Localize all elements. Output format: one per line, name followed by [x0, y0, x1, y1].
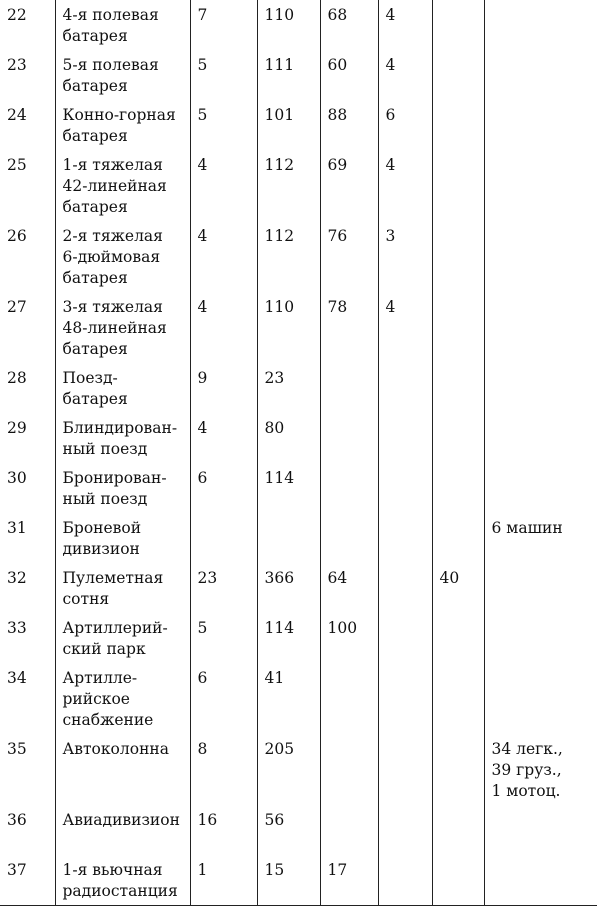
col-4-value: [378, 613, 432, 663]
col-5-value: [432, 613, 484, 663]
col-2-value: [257, 513, 320, 563]
note-cell: [484, 513, 597, 563]
unit-name-line: Поезд-: [63, 368, 190, 389]
col-1-value: 6: [190, 463, 257, 513]
col-2-value: 110: [257, 292, 320, 363]
col-1-value: 4: [190, 292, 257, 363]
col-5-value: [432, 805, 484, 855]
col-1-value: 4: [190, 221, 257, 292]
row-number: 36: [0, 805, 55, 855]
unit-name: [55, 613, 190, 663]
unit-name-line: 5-я полевая: [63, 55, 190, 76]
row-number: 35: [0, 734, 55, 805]
unit-name: [55, 805, 190, 855]
table-row: [0, 613, 597, 663]
col-1-value: 5: [190, 613, 257, 663]
unit-name-line: Конно-горная: [63, 105, 190, 126]
row-number: 30: [0, 463, 55, 513]
table-row: [0, 463, 597, 513]
col-3-value: 68: [320, 0, 378, 50]
col-4-value: 4: [378, 50, 432, 100]
unit-name-line: батарея: [63, 26, 190, 47]
row-number: 25: [0, 150, 55, 221]
col-2-value: 114: [257, 613, 320, 663]
col-2-value: 366: [257, 563, 320, 613]
col-4-value: [378, 363, 432, 413]
table-row: [0, 50, 597, 100]
col-1-value: 9: [190, 363, 257, 413]
row-number: 26: [0, 221, 55, 292]
table-row: [0, 663, 597, 734]
row-number: 28: [0, 363, 55, 413]
col-2-value: 110: [257, 0, 320, 50]
col-5-value: [432, 363, 484, 413]
col-5-value: [432, 100, 484, 150]
table-row: [0, 0, 597, 50]
unit-name-line: батарея: [63, 197, 190, 218]
unit-name: [55, 292, 190, 363]
col-5-value: [432, 663, 484, 734]
unit-name-line: батарея: [63, 76, 190, 97]
note-line: 34 легк.,: [492, 739, 597, 760]
note-cell: [484, 805, 597, 855]
table-row: [0, 513, 597, 563]
col-4-value: 4: [378, 292, 432, 363]
unit-name-line: Артиллерий-: [63, 618, 190, 639]
unit-name-line: сотня: [63, 589, 190, 610]
col-5-value: [432, 463, 484, 513]
unit-name-line: Авиадивизион: [63, 810, 190, 831]
note-cell: [484, 0, 597, 50]
col-5-value: [432, 150, 484, 221]
row-number: 24: [0, 100, 55, 150]
unit-name: [55, 734, 190, 805]
unit-name-line: 2-я тяжелая: [63, 226, 190, 247]
unit-name-line: 48-линейная: [63, 318, 190, 339]
unit-name-line: 6-дюймовая: [63, 247, 190, 268]
note-cell: [484, 563, 597, 613]
col-4-value: 4: [378, 150, 432, 221]
col-3-value: [320, 513, 378, 563]
table-row: [0, 150, 597, 221]
col-1-value: 6: [190, 663, 257, 734]
unit-name-line: батарея: [63, 389, 190, 410]
col-3-value: 88: [320, 100, 378, 150]
col-2-value: 41: [257, 663, 320, 734]
unit-name: [55, 363, 190, 413]
col-1-value: 16: [190, 805, 257, 855]
note-cell: [484, 413, 597, 463]
note-cell: [484, 663, 597, 734]
unit-name: [55, 150, 190, 221]
unit-name-line: батарея: [63, 268, 190, 289]
table-row: [0, 805, 597, 855]
col-2-value: 114: [257, 463, 320, 513]
col-1-value: 5: [190, 50, 257, 100]
table-row: [0, 413, 597, 463]
note-cell: [484, 100, 597, 150]
col-1-value: 4: [190, 413, 257, 463]
col-4-value: [378, 463, 432, 513]
unit-name-line: дивизион: [63, 539, 190, 560]
note-line: 1 мотоц.: [492, 781, 597, 802]
col-3-value: 76: [320, 221, 378, 292]
row-number: 22: [0, 0, 55, 50]
unit-name: [55, 855, 190, 905]
col-4-value: [378, 805, 432, 855]
col-4-value: [378, 663, 432, 734]
table-row: [0, 292, 597, 363]
col-4-value: [378, 513, 432, 563]
col-1-value: 5: [190, 100, 257, 150]
note-cell: [484, 221, 597, 292]
col-4-value: 6: [378, 100, 432, 150]
unit-name-line: ный поезд: [63, 489, 190, 510]
col-3-value: [320, 663, 378, 734]
col-1-value: 8: [190, 734, 257, 805]
col-2-value: 112: [257, 150, 320, 221]
unit-name-line: Бронирован-: [63, 468, 190, 489]
unit-name: [55, 221, 190, 292]
col-1-value: 7: [190, 0, 257, 50]
unit-name-line: батарея: [63, 339, 190, 360]
unit-name: [55, 513, 190, 563]
note-cell: [484, 613, 597, 663]
col-2-value: 56: [257, 805, 320, 855]
col-5-value: 40: [432, 563, 484, 613]
unit-name-line: 1-я вьючная: [63, 860, 190, 881]
table-row: [0, 734, 597, 805]
note-cell: [484, 734, 597, 805]
col-2-value: 205: [257, 734, 320, 805]
row-number: 23: [0, 50, 55, 100]
row-number: 37: [0, 855, 55, 905]
col-4-value: [378, 734, 432, 805]
row-number: 27: [0, 292, 55, 363]
col-1-value: [190, 513, 257, 563]
table-row: [0, 221, 597, 292]
col-5-value: [432, 292, 484, 363]
unit-name-line: Артилле-: [63, 668, 190, 689]
note-cell: [484, 363, 597, 413]
unit-name-line: батарея: [63, 126, 190, 147]
col-3-value: [320, 413, 378, 463]
unit-name: [55, 0, 190, 50]
table-row: [0, 100, 597, 150]
unit-name: [55, 663, 190, 734]
col-3-value: [320, 463, 378, 513]
unit-name-line: Автоколонна: [63, 739, 190, 760]
col-3-value: [320, 363, 378, 413]
unit-name: [55, 563, 190, 613]
col-3-value: 78: [320, 292, 378, 363]
col-4-value: 3: [378, 221, 432, 292]
unit-name: [55, 463, 190, 513]
note-line: 6 машин: [492, 518, 597, 539]
col-3-value: [320, 734, 378, 805]
col-2-value: 23: [257, 363, 320, 413]
unit-name-line: радиостанция: [63, 881, 190, 902]
col-1-value: 23: [190, 563, 257, 613]
unit-name-line: Блиндирован-: [63, 418, 190, 439]
unit-name-line: снабжение: [63, 710, 190, 731]
col-3-value: 69: [320, 150, 378, 221]
col-5-value: [432, 513, 484, 563]
row-number: 32: [0, 563, 55, 613]
row-number: 31: [0, 513, 55, 563]
table-row: [0, 363, 597, 413]
col-4-value: [378, 413, 432, 463]
note-line: 39 груз.,: [492, 760, 597, 781]
note-cell: [484, 50, 597, 100]
unit-name-line: 42-линейная: [63, 176, 190, 197]
row-number: 33: [0, 613, 55, 663]
col-4-value: [378, 855, 432, 905]
col-5-value: [432, 734, 484, 805]
col-3-value: 60: [320, 50, 378, 100]
col-3-value: 100: [320, 613, 378, 663]
table-row: [0, 563, 597, 613]
col-2-value: 15: [257, 855, 320, 905]
note-cell: [484, 292, 597, 363]
col-3-value: 64: [320, 563, 378, 613]
row-number: 29: [0, 413, 55, 463]
col-5-value: [432, 0, 484, 50]
col-5-value: [432, 413, 484, 463]
col-5-value: [432, 50, 484, 100]
col-5-value: [432, 855, 484, 905]
unit-name-line: 3-я тяжелая: [63, 297, 190, 318]
note-cell: [484, 463, 597, 513]
note-cell: [484, 150, 597, 221]
col-3-value: 17: [320, 855, 378, 905]
col-1-value: 4: [190, 150, 257, 221]
unit-name-line: рийское: [63, 689, 190, 710]
col-2-value: 101: [257, 100, 320, 150]
col-1-value: 1: [190, 855, 257, 905]
unit-name-line: ный поезд: [63, 439, 190, 460]
unit-name: [55, 413, 190, 463]
unit-name: [55, 100, 190, 150]
col-4-value: [378, 563, 432, 613]
col-2-value: 112: [257, 221, 320, 292]
unit-name-line: ский парк: [63, 639, 190, 660]
unit-name: [55, 50, 190, 100]
unit-name-line: Броневой: [63, 518, 190, 539]
table-row: [0, 855, 597, 905]
col-5-value: [432, 221, 484, 292]
col-2-value: 80: [257, 413, 320, 463]
unit-name-line: Пулеметная: [63, 568, 190, 589]
unit-name-line: 4-я полевая: [63, 5, 190, 26]
col-3-value: [320, 805, 378, 855]
col-4-value: 4: [378, 0, 432, 50]
note-cell: [484, 855, 597, 905]
col-2-value: 111: [257, 50, 320, 100]
unit-name-line: 1-я тяжелая: [63, 155, 190, 176]
row-number: 34: [0, 663, 55, 734]
